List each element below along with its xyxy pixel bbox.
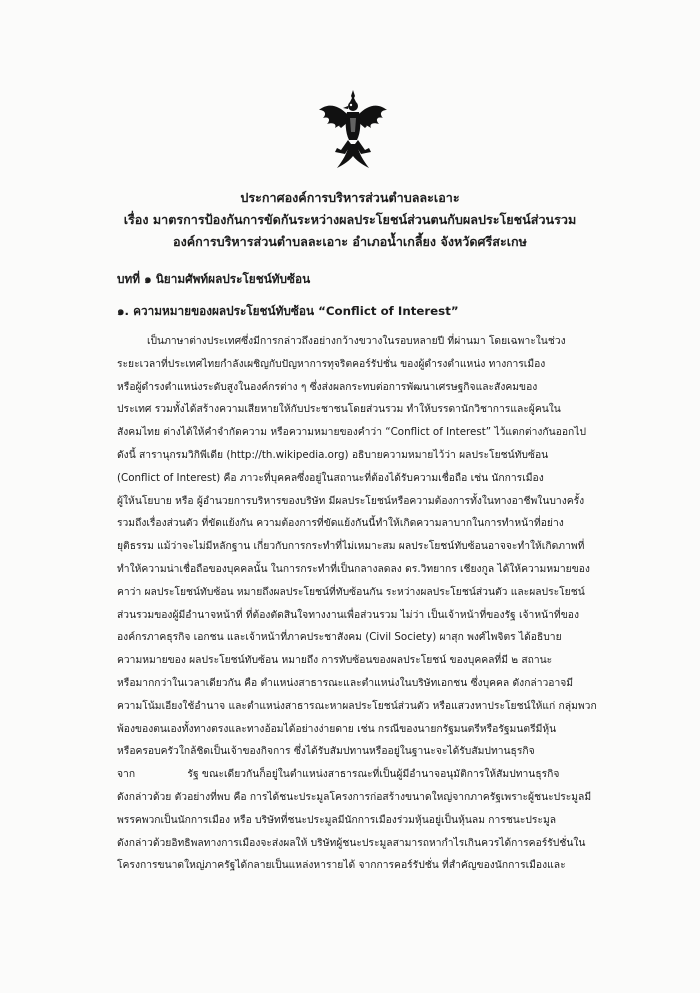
organization-line: องค์การบริหารส่วนตำบลละเอาะ อำเภอน้ำเกลี้ยง จังหวัดศรีสะเกษ xyxy=(173,234,527,249)
announcement-title: ประกาศองค์การบริหารส่วนตำบลละเอาะ xyxy=(240,190,460,205)
body-line: ส่วนรวมของผู้มีอำนาจหน้าที่ ที่ต้องตัดสินใจทางงานเพื่อส่วนรวม ไม่ว่า เป็นเจ้าหน้าที่ของรัฐ เจ้าหน้าที่ของ xyxy=(117,608,579,621)
chapter-heading: บทที่ ๑ นิยามศัพท์ผลประโยชน์ทับซ้อน xyxy=(117,272,311,286)
body-line: โครงการขนาดใหญ่ภาครัฐได้กลายเป็นแหล่งหารายได้ จากการคอร์รัปชั่น ที่สำคัญของนักการเมืองและ xyxy=(117,859,566,872)
body-line: องค์กรภาคธุรกิจ เอกชน และเจ้าหน้าที่ภาคประชาสังคม (Civil Society) ผาสุก พงศ์ไพจิตร ได้อธิบาย xyxy=(117,631,562,644)
body-line: (Conflict of Interest) คือ ภาวะที่บุคคลซึ่งอยู่ในสถานะที่ต้องได้รับความเชื่อถือ เช่น นักการเมือง xyxy=(117,471,544,484)
body-line: ระยะเวลาที่ประเทศไทยกำลังเผชิญกับปัญหาการทุจริตคอร์รัปชั่น ของผู้ดำรงตำแหน่ง ทางการเมือง xyxy=(117,357,546,370)
body-line: สังคมไทย ต่างได้ให้คำจำกัดความ หรือความหมายของคำว่า “Conflict of Interest” ไว้แตกต่างกันออกไป xyxy=(117,426,587,439)
body-line: ยุติธรรม แม้ว่าจะไม่มีหลักฐาน เกี่ยวกับการกระทำที่ไม่เหมาะสม ผลประโยชน์ทับซ้อนอาจจะทำให้เกิดภาพที่ xyxy=(117,540,585,553)
body-line: ความโน้มเอียงใช้อำนาจ และตำแหน่งสาธารณะหาผลประโยชน์ส่วนตัว หรือแสวงหาประโยชน์ให้แก่ กลุ่มพวก xyxy=(117,699,597,712)
body-line: ความหมายของ ผลประโยชน์ทับซ้อน หมายถึง การทับซ้อนของผลประโยชน์ ของบุคคลที่มี ๒ สถานะ xyxy=(117,654,553,667)
body-line: ทำให้ความน่าเชื่อถือของบุคคลนั้น ในการกระทำที่เป็นกลางลดลง ดร.วิทยากร เชียงกูล ได้ให้ความหมายของ xyxy=(117,562,590,575)
body-text xyxy=(117,330,605,877)
announcement-header xyxy=(0,187,700,253)
garuda-emblem xyxy=(317,88,389,170)
body-line: ผู้ให้นโยบาย หรือ ผู้อำนวยการบริหารของบริษัท มีผลประโยชน์หรือความต้องการทั้งในทางอาชีพในบางครั้ง xyxy=(117,494,585,507)
body-line: จาก รัฐ ขณะเดียวกันก็อยู่ในตำแหน่งสาธารณะที่เป็นผู้มีอำนาจอนุมัติการให้สัมปทานธุรกิจ xyxy=(117,768,560,781)
announcement-subject: เรื่อง มาตรการป้องกันการขัดกันระหว่างผลประโยชน์ส่วนตนกับผลประโยชน์ส่วนรวม xyxy=(123,212,577,227)
body-line: หรือมากกว่าในเวลาเดียวกัน คือ ตำแหน่งสาธารณะและตำแหน่งในบริษัทเอกชน ซึ่งบุคคล ดังกล่าวอาจมี xyxy=(117,676,574,689)
body-line: พรรคพวกเป็นนักการเมือง หรือ บริษัทที่ชนะประมูลมีนักการเมืองร่วมหุ้นอยู่เป็นหุ้นลม การชนะประมูล xyxy=(117,813,557,826)
body-line: หรือผู้ดำรงตำแหน่งระดับสูงในองค์กรต่าง ๆ ซึ่งส่งผลกระทบต่อการพัฒนาเศรษฐกิจและสังคมของ xyxy=(117,380,538,393)
body-line: รวมถึงเรื่องส่วนตัว ที่ขัดแย้งกัน ความต้องการที่ขัดแย้งกันนี้ทำให้เกิดความลาบากในการทำหน้าที่อย่าง xyxy=(117,517,564,530)
body-line: ดังนี้ สารานุกรมวิกิพีเดีย (http://th.wikipedia.org) อธิบายความหมายไว้ว่า ผลประโยชน์ทับซ้อน xyxy=(117,448,549,461)
body-line: ดังกล่าวด้วยอิทธิพลทางการเมืองจะส่งผลให้ บริษัทผู้ชนะประมูลสามารถหากำไรเกินควรได้การคอร์รัปชั่นใน xyxy=(117,836,586,849)
body-line: ดังกล่าวด้วย ตัวอย่างที่พบ คือ การได้ชนะประมูลโครงการก่อสร้างขนาดใหญ่จากภาครัฐเพราะผู้ชนะประมูลมี xyxy=(117,790,592,803)
section-heading: ๑. ความหมายของผลประโยชน์ทับซ้อน “Conflict of Interest” xyxy=(117,304,459,318)
body-line: ประเทศ รวมทั้งได้สร้างความเสียหายให้กับประชาชนโดยส่วนรวม ทำให้บรรดานักวิชาการและผู้คนใน xyxy=(117,403,561,416)
body-line: เป็นภาษาต่างประเทศซึ่งมีการกล่าวถึงอย่างกว้างขวางในรอบหลายปี ที่ผ่านมา โดยเฉพาะในช่วง xyxy=(147,335,566,347)
body-line: พ้องของตนเองทั้งทางตรงและทางอ้อมได้อย่างง่ายดาย เช่น กรณีของนายกรัฐมนตรีหรือรัฐมนตรีมีหุ้น xyxy=(117,722,557,735)
body-line: คาว่า ผลประโยชน์ทับซ้อน หมายถึงผลประโยชน์ที่ทับซ้อนกัน ระหว่างผลประโยชน์ส่วนตัว และผลประโยชน์ xyxy=(117,585,585,598)
body-line: หรือครอบครัวใกล้ชิดเป็นเจ้าของกิจการ ซึ่งได้รับสัมปทานหรืออยู่ในฐานะจะได้รับสัมปทานธุรกิจ xyxy=(117,745,535,758)
